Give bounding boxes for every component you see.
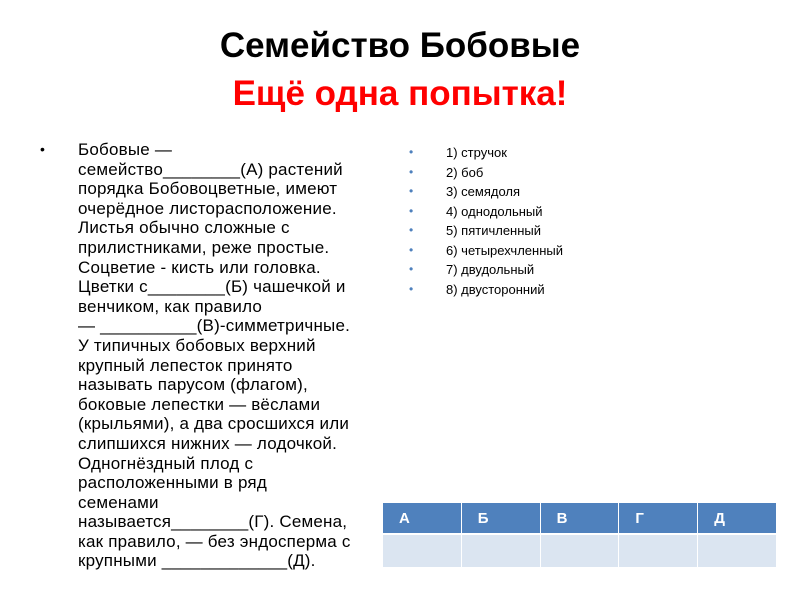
bullet-icon: • (409, 203, 414, 218)
answer-cell-b[interactable] (461, 534, 540, 568)
option-item (405, 260, 765, 280)
answer-header-a: А (383, 503, 462, 535)
answer-header-v: В (540, 503, 619, 535)
option-label: 4) однодольный (446, 203, 543, 219)
answer-header-d: Д (698, 503, 777, 535)
option-item (405, 241, 765, 261)
answer-cell-v[interactable] (540, 534, 619, 568)
answer-cell-g[interactable] (619, 534, 698, 568)
option-item (405, 163, 765, 183)
bullet-icon: • (409, 145, 414, 159)
bullet-icon: • (409, 262, 414, 276)
answer-table-row (383, 534, 777, 568)
bullet-icon: • (409, 242, 414, 257)
answer-header-g: Г (619, 503, 698, 535)
options-list (405, 143, 765, 299)
option-item (405, 143, 765, 163)
option-label: 6) четырехчленный (446, 242, 563, 258)
option-label: 1) стручок (446, 145, 507, 160)
title-line-1: Семейство Бобовые (219, 26, 581, 65)
option-item (405, 221, 765, 241)
answer-header-b: Б (461, 503, 540, 535)
answer-table (382, 502, 777, 568)
answer-cell-a[interactable] (383, 534, 462, 568)
option-label: 8) двусторонний (446, 281, 545, 297)
bullet-icon: • (409, 281, 414, 296)
title-line-2: Ещё одна попытка! (232, 74, 568, 113)
bullet-icon: • (409, 164, 414, 179)
task-text-block (40, 140, 400, 571)
option-label: 5) пятичленный (446, 223, 542, 238)
bullet-icon: • (409, 223, 414, 237)
option-label: 7) двудольный (446, 262, 535, 277)
answer-cell-d[interactable] (698, 534, 777, 568)
slide-title (0, 22, 800, 118)
bullet-icon: • (409, 184, 414, 198)
option-label: 3) семядоля (446, 184, 521, 199)
options-list-block (405, 143, 765, 299)
option-item (405, 182, 765, 202)
task-paragraph: Бобовые — семейство________(А) растений порядка Бобовоцветные, имеют очерёдное листорасположение. Листья обычно сложные с прилистниками, реже простые. Соцветие - кисть или головка. Цветки с________(Б) чашечкой и венчиком, как правило — __________(В)-симметричные. У типичных бобовых верхний крупный лепесток принято называть парусом (флагом), боковые лепестки — вёслами (крыльями), а два сросшихся или слипшихся нижних — лодочкой. Одногнёздный плод с расположенными в ряд семенами называется________(Г). Семена, как правило, — без эндосперма с крупными _____________(Д). (78, 140, 351, 571)
option-item (405, 280, 765, 300)
answer-table-header-row (383, 503, 777, 535)
bullet-icon: • (40, 141, 45, 157)
option-label: 2) боб (446, 164, 484, 180)
option-item (405, 202, 765, 222)
